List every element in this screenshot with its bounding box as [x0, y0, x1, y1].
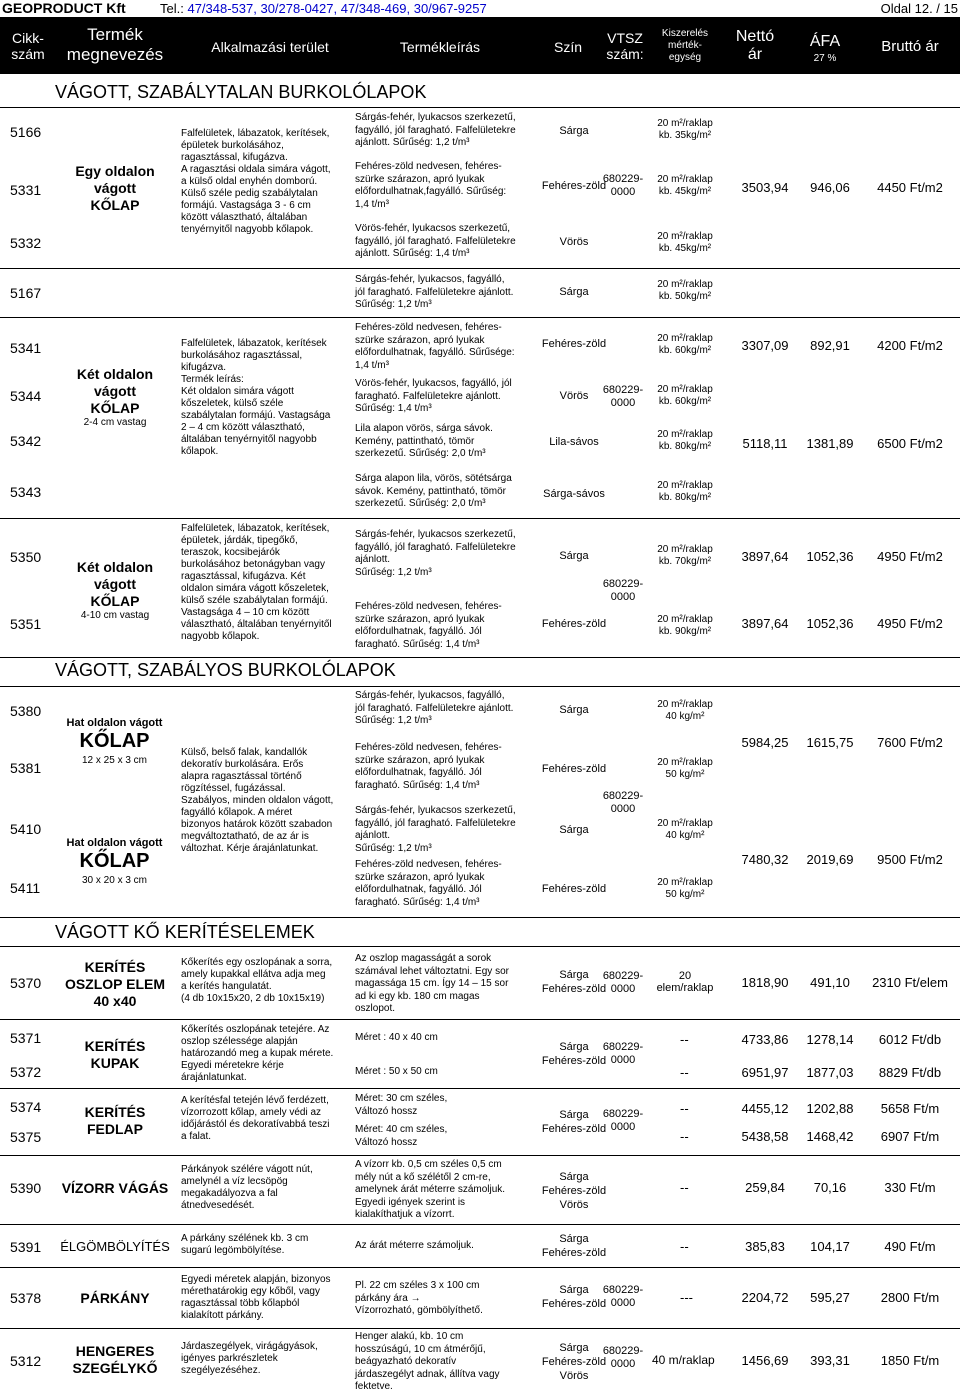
color: Lila-sávos [549, 436, 599, 448]
item-number: 5375 [10, 1129, 42, 1145]
product-group [0, 269, 960, 318]
net-price: 5438,58 [741, 1129, 789, 1144]
item-number: 5372 [10, 1064, 42, 1080]
gross-price: 5658 Ft/m [880, 1101, 940, 1116]
col-termekleiras: Termékleírás [399, 39, 481, 55]
description: Sárgás-fehér, lyukacsos szerkezetű, fagyálló, jól faragható. Falfelületekre ajánlott. Sűrűség: 1,2 t/m³ [355, 805, 516, 854]
vat: 1278,14 [806, 1032, 854, 1047]
item-number: 5374 [10, 1099, 42, 1115]
item-number: 5381 [10, 760, 42, 776]
net-price: 4733,86 [741, 1032, 789, 1047]
color: Sárga Fehéres-zöld [541, 1109, 607, 1135]
net-price: 4455,12 [741, 1101, 789, 1116]
application-text: Külső, belső falak, kandallók dekoratív burkolására. Erős alapra ragasztással történő rögzítéssel, fugázással. Szabályos, minden oldalon vágott, fagyálló kőlapok. A méret bizonyos határok között szabadon megváltoztatható, de az ár is változhat. Kérje árajánlatunkat. [181, 747, 334, 854]
product-group [0, 1225, 960, 1268]
description: Fehéres-zöld nedvesen, fehéres- szürke szárazon, apró lyukak előfordulhatnak, fagyálló. Jól faragható. Sűrűség: 1,4 t/m³ [355, 859, 502, 908]
item-number: 5370 [10, 975, 42, 991]
net-price: 1456,69 [741, 1353, 789, 1368]
product-size: 12 x 25 x 3 cm [81, 755, 148, 766]
application-text: Falfelületek, lábazatok, kerítések burkolásához ragasztással, kifugázva. Termék leírás: Két oldalon simára vágott kőszeletek, külső széle szabálytalan formájú. Vastagsága 2 – 4 cm között választható, általában tenyérnyitől nagyobb kőlapok. [181, 338, 331, 457]
unit: 20 m²/raklap kb. 60kg/m² [657, 333, 713, 356]
product-name: KŐLAP [79, 730, 150, 752]
net-price: 2204,72 [741, 1290, 789, 1305]
net-price: 3897,64 [741, 616, 789, 631]
product-name: ÉLGÖMBÖLYÍTÉS [60, 1239, 170, 1254]
description: Vörös-fehér, lyukacsos szerkezetű, fagyálló, jól faragható. Falfelületekre ajánlott. Sűrűség: 1,4 t/m³ [355, 223, 516, 259]
description: Méret: 30 cm széles, Változó hossz [355, 1093, 448, 1117]
net-price: 6951,97 [741, 1065, 789, 1080]
net-price: 3897,64 [741, 549, 789, 564]
description: Méret : 50 x 50 cm [355, 1066, 438, 1077]
application-text: Kőkerítés egy oszlopának a sorra, amely kupakkal ellátva adja meg a kerítés hangulatát. (4 db 10x15x20, 2 db 10x15x19) [181, 957, 333, 1004]
color: Sárga Fehéres-zöld Vörös [541, 1342, 607, 1382]
section-title: VÁGOTT, SZABÁLYTALAN BURKOLÓLAPOK [55, 82, 427, 102]
product-name: Hat oldalon vágott [66, 837, 163, 849]
page-number: Oldal 12. / 15 [880, 1, 958, 16]
col-cikkszam: Cikk- szám [11, 30, 45, 62]
vat: 1052,36 [806, 549, 854, 564]
net-price: 1818,90 [741, 975, 789, 990]
unit: 20 m²/raklap kb. 70kg/m² [657, 544, 713, 567]
vat: 1381,89 [806, 436, 854, 451]
vat: 491,10 [810, 975, 850, 990]
color: Sárga [559, 125, 589, 137]
company-name: GEOPRODUCT Kft [2, 0, 126, 16]
color: Fehéres-zöld [541, 338, 607, 350]
color: Sárga Fehéres-zöld [541, 1041, 607, 1067]
vtsz-code: 680229- 0000 [602, 970, 644, 995]
item-number: 5390 [10, 1180, 42, 1196]
unit: 20 m²/raklap kb. 45kg/m² [657, 174, 713, 197]
product-name: KERÍTÉS OSZLOP ELEM 40 x40 [64, 959, 166, 1009]
page-header [0, 0, 960, 18]
product-name: Két oldalon vágott KŐLAP [76, 559, 154, 609]
unit: 20 elem/raklap [656, 970, 714, 994]
description: Vörös-fehér, lyukacsos, fagyálló, jól faragható. Falfelületekre ajánlott. Sűrűség: 1,4 t/m³ [355, 378, 512, 414]
description: Lila alapon vörös, sárga sávok. Kemény, pattintható, tömör szerkezetű. Sűrűség: 2,0 t/m³ [355, 423, 493, 459]
table-header [0, 18, 960, 74]
section-title: VÁGOTT, SZABÁLYOS BURKOLÓLAPOK [55, 660, 396, 680]
product-name: KERÍTÉS FEDLAP [84, 1104, 146, 1137]
gross-price: 2800 Ft/m [880, 1290, 940, 1305]
application-text: Egyedi méretek alapján, bizonyos mérethatárokig egy kőből, vagy ragasztással több kőlapból kialakított párkány. [181, 1274, 331, 1321]
col-kiszereles: Kiszerelés mérték- egység [661, 28, 709, 63]
item-number: 5351 [10, 616, 42, 632]
color: Sárga [559, 286, 589, 298]
color: Fehéres-zöld [541, 883, 607, 895]
vat: 595,27 [810, 1290, 850, 1305]
vat: 70,16 [813, 1180, 847, 1195]
product-group [0, 1089, 960, 1156]
vtsz-code: 680229- 0000 [602, 384, 644, 409]
net-price: 7480,32 [741, 852, 789, 867]
description: Méret: 40 cm széles, Változó hossz [355, 1124, 448, 1148]
net-price: 259,84 [745, 1180, 785, 1195]
product-name: Két oldalon vágott KŐLAP [76, 366, 154, 416]
item-number: 5378 [10, 1290, 42, 1306]
item-number: 5391 [10, 1239, 42, 1255]
description: Sárgás-fehér, lyukacsos, fagyálló, jól faragható. Falfelületekre ajánlott. Sűrűség: 1,2 t/m³ [355, 690, 514, 726]
product-group [0, 519, 960, 658]
gross-price: 2310 Ft/elem [872, 975, 948, 990]
application-text: Falfelületek, lábazatok, kerítések, épületek burkolásához, ragasztással, kifugázva. A ragasztási oldala simára vágott, a külső oldal enyhén domború. Külső széle pedig szabálytalan formájú. Vastagsága 3 - 6 cm között választható, általában tenyérnyitől nagyobb kőlapok. [181, 128, 331, 235]
item-number: 5371 [10, 1030, 42, 1046]
vat: 104,17 [810, 1239, 850, 1254]
unit: 20 m²/raklap kb. 90kg/m² [657, 614, 713, 637]
col-brutto: Bruttó ár [881, 38, 939, 55]
unit: -- [680, 1101, 689, 1116]
net-price: 5984,25 [741, 735, 789, 750]
description: Sárgás-fehér, lyukacsos szerkezetű, fagyálló, jól faragható. Falfelületekre ajánlott. Sűrűség: 1,2 t/m³ [355, 529, 516, 578]
description: Sárgás-fehér, lyukacsos, fagyálló, jól faragható. Falfelületekre ajánlott. Sűrűség: 1,2 t/m³ [355, 274, 514, 310]
col-afa-pct: 27 % [813, 53, 837, 64]
col-netto: Nettó ár [735, 28, 775, 63]
product-group [0, 947, 960, 1020]
product-group [0, 1268, 960, 1329]
gross-price: 490 Ft/m [884, 1239, 936, 1254]
unit: -- [680, 1239, 689, 1254]
vtsz-code: 680229- 0000 [602, 1041, 644, 1066]
description: Fehéres-zöld nedvesen, fehéres- szürke szárazon, apró lyukak előfordulhatnak,fagyálló. Sűrűség: 1,4 t/m³ [355, 161, 507, 210]
color: Sárga Fehéres-zöld Vörös [541, 1171, 607, 1211]
unit: 20 m²/raklap kb. 80kg/m² [657, 480, 713, 503]
product-group [0, 318, 960, 519]
item-number: 5410 [10, 821, 42, 837]
color: Fehéres-zöld [541, 180, 607, 192]
product-group [0, 1020, 960, 1089]
gross-price: 4950 Ft/m2 [877, 616, 943, 631]
item-number: 5380 [10, 703, 42, 719]
vat: 1615,75 [806, 735, 854, 750]
vat: 2019,69 [806, 852, 854, 867]
description: Fehéres-zöld nedvesen, fehéres- szürke szárazon, apró lyukak előfordulhatnak, fagyálló. Sűrűsége: 1,4 t/m³ [355, 322, 515, 371]
item-number: 5350 [10, 549, 42, 565]
description: Henger alakú, kb. 10 cm hosszúságú, 10 cm átmérőjű, beágyazható dekoratív járdaszegélyt adnak, állítva vagy fektetve. [355, 1331, 500, 1392]
color: Sárga [559, 550, 589, 562]
net-price: 3307,09 [741, 338, 789, 353]
vat: 946,06 [810, 180, 850, 195]
gross-price: 1850 Ft/m [880, 1353, 940, 1368]
unit: -- [680, 1032, 689, 1047]
col-termek: Termék megnevezés [66, 25, 164, 64]
phone-numbers: Tel.: 47/348-537, 30/278-0427, 47/348-469, 30/967-9257 [160, 1, 487, 16]
gross-price: 6500 Ft/m2 [877, 436, 943, 451]
unit: 40 m/raklap [652, 1353, 715, 1367]
item-number: 5167 [10, 285, 42, 301]
vtsz-code: 680229- 0000 [602, 173, 644, 198]
product-group [0, 108, 960, 269]
vtsz-code: 680229- 0000 [602, 790, 644, 815]
item-number: 5341 [10, 340, 42, 356]
item-number: 5331 [10, 182, 42, 198]
description: Pl. 22 cm széles 3 x 100 cm párkány ára → Vízorrozható, gömbölyíthető. [355, 1280, 483, 1316]
gross-price: 4950 Ft/m2 [877, 549, 943, 564]
description: Méret : 40 x 40 cm [355, 1032, 438, 1043]
description: Az oszlop magasságát a sorok számával lehet változtatni. Egy sor magassága 15 cm. Így 14 – 15 sor ad ki egy kb. 180 cm magas oszlopot. [355, 953, 509, 1014]
item-number: 5166 [10, 124, 42, 140]
product-group [0, 687, 960, 918]
description: Sárgás-fehér, lyukacsos szerkezetű, fagyálló, jól faragható. Falfelületekre ajánlott. Sűrűség: 1,2 t/m³ [355, 112, 516, 148]
product-thickness: 2-4 cm vastag [83, 417, 147, 428]
application-text: Járdaszegélyek, virágágyások, igényes parkrészletek szegélyezéséhez. [181, 1341, 318, 1376]
color: Sárga [559, 824, 589, 836]
product-name: VÍZORR VÁGÁS [61, 1180, 169, 1196]
gross-price: 6907 Ft/m [880, 1129, 940, 1144]
color: Sárga Fehéres-zöld [541, 1233, 607, 1259]
vat: 393,31 [810, 1353, 850, 1368]
product-name: PÁRKÁNY [80, 1290, 150, 1306]
unit: 20 m²/raklap 40 kg/m² [657, 818, 713, 841]
col-vtsz: VTSZ szám: [606, 30, 644, 62]
unit: -- [680, 1180, 689, 1195]
gross-price: 9500 Ft/m2 [877, 852, 943, 867]
product-name: KŐLAP [79, 850, 150, 872]
color: Sárga Fehéres-zöld [541, 1284, 607, 1310]
product-name: KERÍTÉS KUPAK [84, 1038, 146, 1071]
col-afa: ÁFA [809, 33, 841, 50]
unit: 20 m²/raklap 50 kg/m² [657, 757, 713, 780]
color: Vörös [559, 236, 589, 248]
section-title: VÁGOTT KŐ KERÍTÉSELEMEK [55, 922, 315, 942]
unit: --- [680, 1290, 693, 1305]
vat: 1052,36 [806, 616, 854, 631]
col-szin: Szín [553, 39, 582, 55]
unit: 20 m²/raklap 50 kg/m² [657, 877, 713, 900]
item-number: 5312 [10, 1353, 42, 1369]
unit: 20 m²/raklap kb. 45kg/m² [657, 231, 713, 254]
color: Vörös [559, 390, 589, 402]
vat: 1877,03 [806, 1065, 854, 1080]
description: A vízorr kb. 0,5 cm széles 0,5 cm mély nút a kő szélétől 2 cm-re, amelynek árát méterre számoljuk. Egyedi igények szerint is kialakíthatjuk a vízorrt. [355, 1159, 506, 1220]
gross-price: 330 Ft/m [884, 1180, 936, 1195]
vat: 1202,88 [806, 1101, 854, 1116]
color: Fehéres-zöld [541, 763, 607, 775]
item-number: 5411 [10, 880, 41, 896]
description: Az árát méterre számoljuk. [355, 1240, 474, 1251]
unit: 20 m²/raklap kb. 50kg/m² [657, 279, 713, 302]
application-text: A kerítésfal tetején lévő ferdézett, vízorrozott kőlap, amely védi az időjárástól és dekoratívabbá teszi a falat. [181, 1095, 330, 1142]
vat: 892,91 [810, 338, 850, 353]
application-text: Kőkerítés oszlopának tetejére. Az oszlop szélessége alapján határozandó meg a kupak mérete. Egyedi méretekre kérje árajánlatunkat. [181, 1024, 334, 1083]
vtsz-code: 680229- 0000 [602, 1108, 644, 1133]
product-name: Egy oldalon vágott KŐLAP [75, 163, 155, 213]
unit: -- [680, 1065, 689, 1080]
vtsz-code: 680229- 0000 [602, 578, 644, 603]
product-group [0, 1156, 960, 1225]
vtsz-code: 680229- 0000 [602, 1284, 644, 1309]
gross-price: 4200 Ft/m2 [877, 338, 943, 353]
item-number: 5344 [10, 388, 42, 404]
net-price: 3503,94 [741, 180, 789, 195]
description: Fehéres-zöld nedvesen, fehéres- szürke szárazon, apró lyukak előfordulhatnak, fagyálló. Jól faragható. Sűrűség: 1,4 t/m³ [355, 601, 502, 650]
application-text: Falfelületek, lábazatok, kerítések, épületek, járdák, tipegőkő, teraszok, kocsibejárók burkolásához betonágyban vagy ragasztással, kifugázva. Két oldalon simára vágott kőszeletek, külső széle szabálytalan formájú. Vastagsága 4 – 10 cm között választható, általában tenyérnyitől nagyobb kőlapok. [181, 523, 332, 642]
vat: 1468,42 [806, 1129, 854, 1144]
net-price: 5118,11 [742, 436, 788, 451]
gross-price: 8829 Ft/db [878, 1065, 942, 1080]
product-group [0, 1329, 960, 1393]
product-thickness: 4-10 cm vastag [80, 610, 150, 621]
color: Fehéres-zöld [541, 618, 607, 630]
col-alkalmazas: Alkalmazási terület [211, 39, 329, 55]
product-name: Hat oldalon vágott [66, 717, 163, 729]
unit: 20 m²/raklap kb. 60kg/m² [657, 384, 713, 407]
gross-price: 6012 Ft/db [878, 1032, 942, 1047]
application-text: A párkány szélének kb. 3 cm sugarú legömbölyítése. [181, 1233, 309, 1256]
unit: 20 m²/raklap kb. 35kg/m² [657, 118, 713, 141]
unit: 20 m²/raklap 40 kg/m² [657, 699, 713, 722]
gross-price: 7600 Ft/m2 [877, 735, 943, 750]
gross-price: 4450 Ft/m2 [877, 180, 943, 195]
description: Fehéres-zöld nedvesen, fehéres- szürke szárazon, apró lyukak előfordulhatnak, fagyálló. Jól faragható. Sűrűség: 1,4 t/m³ [355, 742, 502, 791]
color: Sárga [559, 704, 589, 716]
application-text: Párkányok szélére vágott nút, amelynél a víz lecsöpög megakadályozva a fal átnedvesedését. [181, 1164, 313, 1211]
vtsz-code: 680229- 0000 [602, 1345, 644, 1370]
item-number: 5343 [10, 484, 42, 500]
net-price: 385,83 [745, 1239, 785, 1254]
unit: 20 m²/raklap kb. 80kg/m² [657, 429, 713, 452]
item-number: 5332 [10, 235, 42, 251]
product-size: 30 x 20 x 3 cm [81, 875, 148, 886]
color: Sárga-sávos [543, 488, 605, 500]
color: Sárga Fehéres-zöld [541, 969, 607, 995]
unit: -- [680, 1129, 689, 1144]
item-number: 5342 [10, 433, 42, 449]
product-name: HENGERES SZEGÉLYKŐ [72, 1343, 158, 1376]
description: Sárga alapon lila, vörös, sötétsárga sávok. Kemény, pattintható, tömör szerkezetű. Sűrűség: 2,0 t/m³ [355, 473, 512, 509]
